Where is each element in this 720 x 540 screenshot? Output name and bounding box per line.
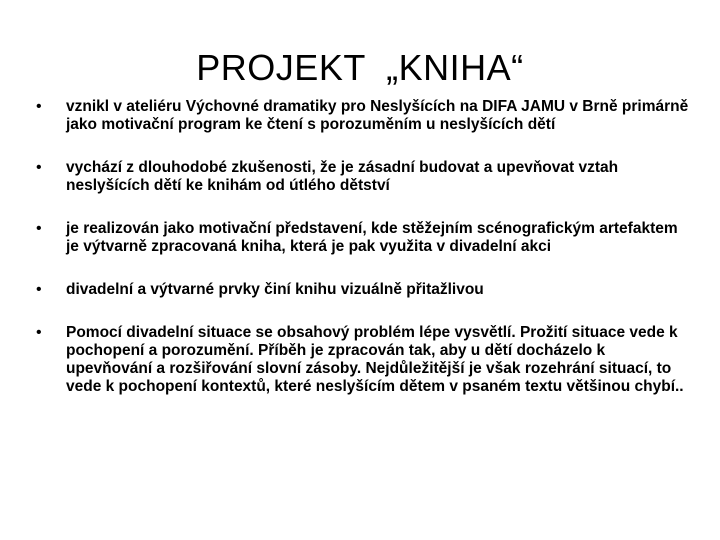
bullet-list — [36, 98, 690, 419]
bullet-dot-icon: • — [36, 324, 42, 341]
bullet-dot-icon: • — [36, 98, 42, 115]
bullet-dot-icon: • — [36, 281, 42, 298]
bullet-dot-icon: • — [36, 220, 42, 237]
bullet-text: vznikl v ateliéru Výchovné dramatiky pro Neslyšících na DIFA JAMU v Brně primárně jako motivační program ke čtení s porozuměním u neslyšících dětí — [66, 98, 689, 133]
bullet-item — [36, 281, 690, 299]
bullet-item — [36, 98, 690, 134]
bullet-item — [36, 159, 690, 195]
bullet-text: vychází z dlouhodobé zkušenosti, že je zásadní budovat a upevňovat vztah neslyšících dětí ke knihám od útlého dětství — [66, 159, 619, 194]
bullet-text: je realizován jako motivační představení, kde stěžejním scénografickým artefaktem je výtvarně zpracovaná kniha, která je pak využita v divadelní akci — [66, 220, 678, 255]
slide-title: PROJEKT „KNIHA“ — [196, 47, 524, 88]
bullet-dot-icon: • — [36, 159, 42, 176]
bullet-item — [36, 324, 690, 396]
bullet-item — [36, 220, 690, 256]
bullet-text: Pomocí divadelní situace se obsahový problém lépe vysvětlí. Prožití situace vede k pochopení a porozumění. Příběh je zpracován tak, aby u dětí docházelo k upevňování a rozšiřování slovní zásoby. Nejdůležitější je však rozehrání situací, to vede k pochopení kontextů, které neslyšícím dětem v psaném textu většinou chybí.. — [66, 324, 684, 395]
bullet-text: divadelní a výtvarné prvky činí knihu vizuálně přitažlivou — [66, 281, 484, 298]
